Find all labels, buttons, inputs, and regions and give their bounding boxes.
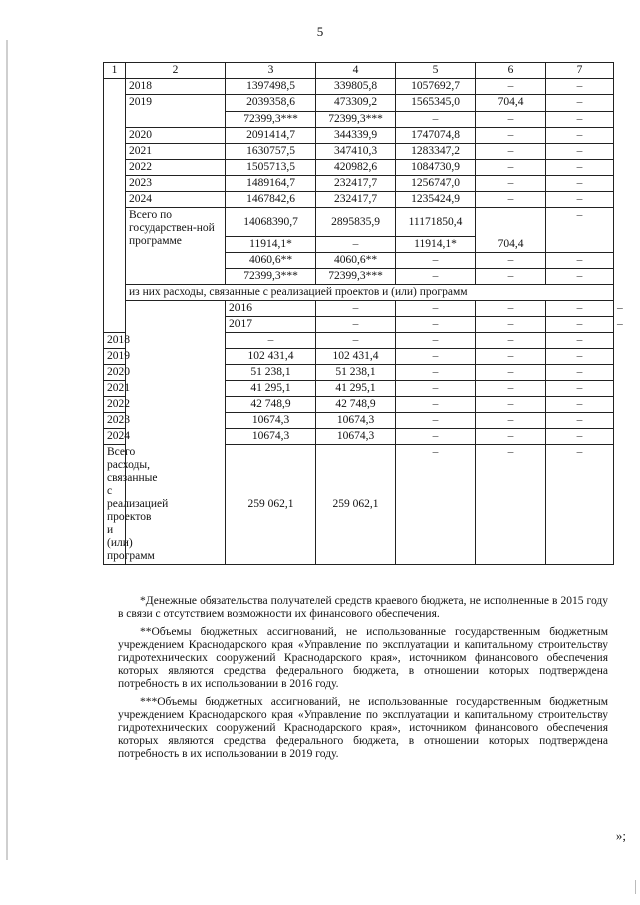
value-cell: – (476, 253, 546, 269)
value-cell: 72399,3*** (226, 269, 316, 285)
value-cell: 339805,8 (316, 79, 396, 95)
value-cell: 11914,1* (396, 237, 476, 253)
value-cell: – (546, 95, 614, 112)
year-cell: 2022 (104, 397, 126, 413)
value-cell: – (546, 160, 614, 176)
value-cell: – (546, 208, 614, 253)
footnote: *Денежные обязательства получателей средств краевого бюджета, не исполненные в 2015 году в связи с отсутствием возможности их финансового обеспечения. (118, 595, 608, 620)
value-cell: – (316, 333, 396, 349)
value-cell: – (546, 269, 614, 285)
value-cell: – (476, 160, 546, 176)
value-cell: 10674,3 (226, 413, 316, 429)
table-row (104, 144, 614, 160)
year-cell: 2022 (126, 160, 226, 176)
value-cell: 1283347,2 (396, 144, 476, 160)
value-cell: 102 431,4 (226, 349, 316, 365)
value-cell: 42 748,9 (316, 397, 396, 413)
value-cell: – (476, 397, 546, 413)
year-cell: 2024 (104, 429, 126, 445)
value-cell: – (546, 128, 614, 144)
footnote: ***Объемы бюджетных ассигнований, не использованные государственным бюджетным учреждением Краснодарского края «Управление по эксплуатации и капитальному строительству гидротехнических сооружений Краснодарского края», источником финансового обеспечения которых являются средства федерального бюджета, в отношении которых подтверждена потребность в их использовании в 2019 году. (118, 696, 608, 760)
value-cell: – (396, 413, 476, 429)
value-cell: 4060,6** (316, 253, 396, 269)
value-cell: – (546, 413, 614, 429)
section-subheading: из них расходы, связанные с реализацией проектов и (или) программ (126, 285, 614, 301)
table-row (104, 79, 614, 95)
value-cell: 1505713,5 (226, 160, 316, 176)
value-cell: – (546, 192, 614, 208)
year-cell: 2016 (226, 301, 316, 317)
value-cell: 259 062,1 (226, 445, 316, 565)
year-cell: 2020 (126, 128, 226, 144)
value-cell: – (546, 301, 614, 317)
value-cell: 102 431,4 (316, 349, 396, 365)
header-cell: 3 (226, 63, 316, 79)
value-cell: – (396, 445, 476, 565)
value-cell: – (226, 333, 316, 349)
year-cell: 2019 (104, 349, 126, 365)
value-cell: 1467842,6 (226, 192, 316, 208)
blank-index-cell (126, 301, 226, 565)
value-cell: – (316, 301, 396, 317)
value-cell: – (546, 79, 614, 95)
page-number: 5 (316, 24, 324, 39)
value-cell: 1565345,0 (396, 95, 476, 112)
value-cell: – (546, 144, 614, 160)
footnote: **Объемы бюджетных ассигнований, не использованные государственным бюджетным учреждением Краснодарского края «Управление по эксплуатации и капитальному строительству гидротехнических сооружений Краснодарского края», источником финансового обеспечения которых являются средства федерального бюджета, в отношении которых подтверждена потребность в их использовании в 2016 году. (118, 626, 608, 690)
value-cell: 344339,9 (316, 128, 396, 144)
value-cell: – (546, 365, 614, 381)
value-cell: 72399,3*** (226, 111, 316, 128)
value-cell: 51 238,1 (316, 365, 396, 381)
value-cell: – (476, 349, 546, 365)
value-cell: – (546, 333, 614, 349)
table-row: 2017 – – – – – (104, 317, 614, 333)
value-cell: – (476, 413, 546, 429)
value-cell: – (476, 317, 546, 333)
value-cell: 704,4 (476, 208, 546, 253)
value-cell: – (396, 397, 476, 413)
value-cell: 2895835,9 (316, 208, 396, 237)
value-cell: – (316, 237, 396, 253)
value-cell: 10674,3 (226, 429, 316, 445)
value-cell: – (396, 111, 476, 128)
value-cell: 51 238,1 (226, 365, 316, 381)
value-cell: 1235424,9 (396, 192, 476, 208)
value-cell: 1084730,9 (396, 160, 476, 176)
value-cell: – (396, 269, 476, 285)
value-cell: 704,4 (476, 95, 546, 112)
value-cell: – (546, 429, 614, 445)
value-cell: 420982,6 (316, 160, 396, 176)
value-cell: 1747074,8 (396, 128, 476, 144)
year-cell: 2019 (126, 95, 226, 128)
value-cell: 232417,7 (316, 192, 396, 208)
value-cell: – (546, 445, 614, 565)
year-cell: 2017 (226, 317, 316, 333)
value-cell: – (476, 381, 546, 397)
header-cell: 4 (316, 63, 396, 79)
value-cell: 2039358,6 (226, 95, 316, 112)
value-cell: 1630757,5 (226, 144, 316, 160)
value-cell: – (476, 445, 546, 565)
value-cell: 473309,2 (316, 95, 396, 112)
total-label-cell: Всего по государствен-ной программе (126, 208, 226, 285)
value-cell: 42 748,9 (226, 397, 316, 413)
value-cell: – (476, 269, 546, 285)
value-cell: – (546, 349, 614, 365)
value-cell: 10674,3 (316, 413, 396, 429)
value-cell: 72399,3*** (316, 111, 396, 128)
value-cell: 1397498,5 (226, 79, 316, 95)
value-cell: – (396, 429, 476, 445)
table-row (104, 208, 614, 237)
table-row (104, 160, 614, 176)
value-cell: – (476, 365, 546, 381)
table-row (104, 128, 614, 144)
value-cell: – (476, 176, 546, 192)
value-cell: 1489164,7 (226, 176, 316, 192)
value-cell: 72399,3*** (316, 269, 396, 285)
table-row: 2016 – – – – – (104, 301, 614, 317)
scan-edge-mark (6, 40, 8, 860)
year-cell: 2024 (126, 192, 226, 208)
header-cell: 2 (126, 63, 226, 79)
year-cell: 2018 (126, 79, 226, 95)
table-header-row (104, 63, 614, 79)
header-cell: 6 (476, 63, 546, 79)
year-cell: 2021 (104, 381, 126, 397)
value-cell: 10674,3 (316, 429, 396, 445)
total-label-cell: Всего расходы, связанные с реализацией проектов и (или) программ (104, 445, 126, 565)
value-cell: – (546, 111, 614, 128)
value-cell: 1256747,0 (396, 176, 476, 192)
budget-table (103, 62, 623, 565)
value-cell: – (546, 381, 614, 397)
year-cell: 2021 (126, 144, 226, 160)
value-cell: 4060,6** (226, 253, 316, 269)
year-cell: 2018 (104, 333, 126, 349)
value-cell: 347410,3 (316, 144, 396, 160)
value-cell: 1057692,7 (396, 79, 476, 95)
value-cell: – (396, 381, 476, 397)
value-cell: 11914,1* (226, 237, 316, 253)
value-cell: 41 295,1 (226, 381, 316, 397)
header-cell: 1 (104, 63, 126, 79)
value-cell: – (546, 176, 614, 192)
value-cell: 2091414,7 (226, 128, 316, 144)
value-cell: 11171850,4 (396, 208, 476, 237)
header-cell: 5 (396, 63, 476, 79)
value-cell: – (476, 429, 546, 445)
value-cell: – (396, 317, 476, 333)
value-cell: 259 062,1 (316, 445, 396, 565)
value-cell: – (316, 317, 396, 333)
value-cell: – (476, 111, 546, 128)
header-cell: 7 (546, 63, 614, 79)
value-cell: 14068390,7 (226, 208, 316, 237)
scan-edge-mark-right (635, 880, 636, 894)
footnotes (118, 595, 608, 766)
table-row (104, 192, 614, 208)
value-cell: – (476, 301, 546, 317)
year-cell: 2020 (104, 365, 126, 381)
value-cell: 232417,7 (316, 176, 396, 192)
value-cell: – (546, 397, 614, 413)
value-cell: – (476, 144, 546, 160)
value-cell: – (476, 79, 546, 95)
table-row (104, 95, 614, 112)
value-cell: 41 295,1 (316, 381, 396, 397)
value-cell: – (396, 301, 476, 317)
value-cell: – (396, 333, 476, 349)
value-cell: – (396, 349, 476, 365)
year-cell: 2023 (104, 413, 126, 429)
closing-quote: »; (615, 828, 626, 843)
blank-index-cell (104, 79, 126, 333)
year-cell: 2023 (126, 176, 226, 192)
value-cell: – (476, 333, 546, 349)
value-cell: – (396, 365, 476, 381)
value-cell: – (476, 128, 546, 144)
value-cell: – (546, 317, 614, 333)
value-cell: – (546, 253, 614, 269)
table-subheading-row (104, 285, 614, 301)
value-cell: – (476, 192, 546, 208)
table-row (104, 176, 614, 192)
value-cell: – (396, 253, 476, 269)
